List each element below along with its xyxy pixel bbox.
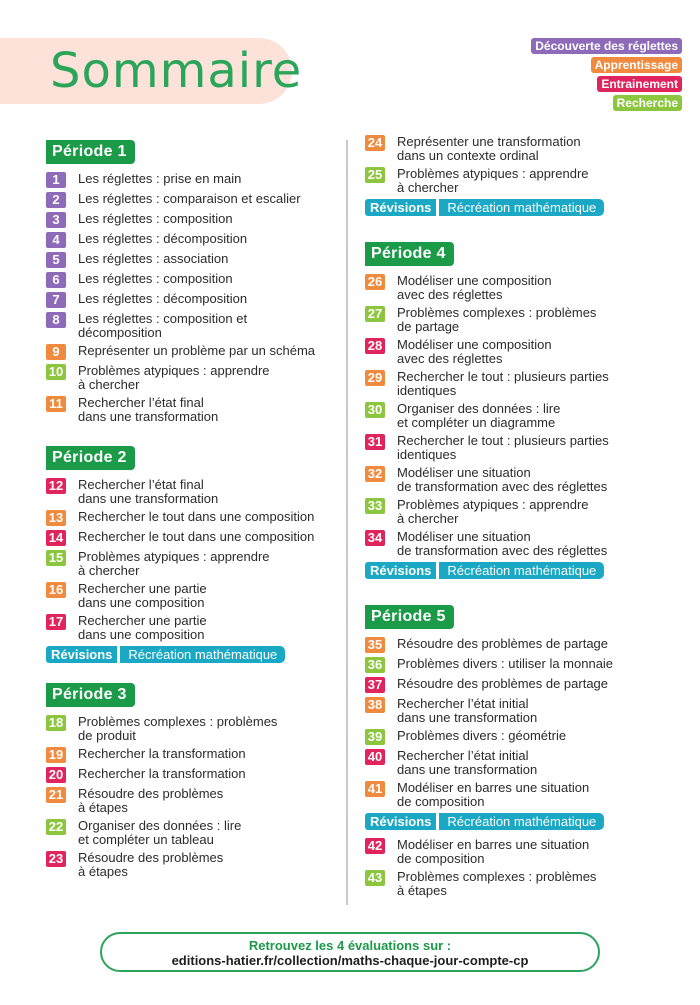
lesson-title: Rechercher l’état final dans une transformation [78,477,219,506]
lesson-title: Rechercher une partie dans une composition [78,613,207,642]
lesson-title: Problèmes divers : géométrie [397,728,567,743]
toc-item[interactable] [365,274,665,302]
toc-item[interactable] [46,272,336,288]
toc-item[interactable] [46,396,336,424]
lesson-title: Résoudre des problèmes à étapes [78,850,224,879]
period-1 [46,140,336,164]
toc-item[interactable] [365,338,665,366]
toc-item[interactable] [46,767,336,783]
lesson-number: 25 [365,167,385,183]
lesson-number: 19 [46,747,66,763]
lesson-number: 41 [365,781,385,797]
toc-item[interactable] [365,167,665,195]
recreation-label[interactable]: Récréation mathématique [120,646,285,663]
lesson-title: Modéliser en barres une situation de composition [397,837,590,866]
lesson-number: 29 [365,370,385,386]
lesson-number: 3 [46,212,66,228]
toc-item[interactable] [46,364,336,392]
lesson-title: Les réglettes : composition et décomposition [78,311,248,340]
toc-item[interactable] [365,729,665,745]
lesson-title: Rechercher la transformation [78,766,246,781]
lesson-number: 36 [365,657,385,673]
period-5 [365,605,665,629]
recreation-label[interactable]: Récréation mathématique [439,813,604,830]
lesson-number: 28 [365,338,385,354]
lesson-title: Rechercher le tout dans une composition [78,509,315,524]
lesson-title: Modéliser une composition avec des réglettes [397,337,552,366]
toc-item[interactable] [46,747,336,763]
lesson-number: 38 [365,697,385,713]
lesson-title: Les réglettes : association [78,251,229,266]
toc-item[interactable] [46,232,336,248]
lesson-number: 7 [46,292,66,308]
period-2-list [46,478,336,642]
lesson-number: 20 [46,767,66,783]
toc-item[interactable] [46,530,336,546]
lesson-title: Les réglettes : décomposition [78,291,248,306]
period-4 [365,242,665,266]
period-4-label: Période 4 [365,242,454,266]
revisions-label[interactable]: Révisions [365,813,436,830]
lesson-title: Problèmes divers : utiliser la monnaie [397,656,614,671]
recreation-label[interactable]: Récréation mathématique [439,562,604,579]
toc-item[interactable] [365,870,665,898]
toc-item[interactable] [46,550,336,578]
lesson-title: Représenter une transformation dans un contexte ordinal [397,134,581,163]
revisions-label[interactable]: Révisions [365,199,436,216]
lesson-title: Les réglettes : prise en main [78,171,242,186]
toc-item[interactable] [365,498,665,526]
lesson-title: Rechercher l’état final dans une transformation [78,395,219,424]
legend-entrainement: Entrainement [597,76,682,92]
lesson-number: 2 [46,192,66,208]
toc-item[interactable] [365,697,665,725]
legend [531,38,682,111]
period-1-list [46,172,336,424]
lesson-number: 6 [46,272,66,288]
toc-item[interactable] [365,657,665,673]
page-title: Sommaire [50,43,303,99]
right-column [365,135,665,902]
toc-item[interactable] [46,478,336,506]
footer-line-1: Retrouvez les 4 évaluations sur : [248,938,452,953]
left-column [46,140,336,883]
toc-item[interactable] [46,510,336,526]
toc-item[interactable] [46,212,336,228]
lesson-number: 14 [46,530,66,546]
lesson-number: 11 [46,396,66,412]
legend-apprentissage: Apprentissage [591,57,682,73]
lesson-number: 35 [365,637,385,653]
period-1-label: Période 1 [46,140,135,164]
lesson-number: 17 [46,614,66,630]
lesson-number: 13 [46,510,66,526]
revisions-label[interactable]: Révisions [46,646,117,663]
lesson-title: Les réglettes : comparaison et escalier [78,191,301,206]
column-divider [346,140,348,905]
toc-item[interactable] [365,402,665,430]
lesson-number: 27 [365,306,385,322]
toc-item[interactable] [365,781,665,809]
legend-recherche: Recherche [613,95,682,111]
footer-box [100,932,600,972]
lesson-number: 30 [365,402,385,418]
lesson-number: 33 [365,498,385,514]
lesson-title: Rechercher la transformation [78,746,246,761]
period-4-list [365,274,665,558]
toc-item[interactable] [46,787,336,815]
lesson-title: Problèmes atypiques : apprendre à chercher [78,363,270,392]
lesson-number: 26 [365,274,385,290]
lesson-title: Problèmes atypiques : apprendre à chercher [78,549,270,578]
period-5-label: Période 5 [365,605,454,629]
toc-item[interactable] [46,582,336,610]
lesson-number: 40 [365,749,385,765]
lesson-number: 12 [46,478,66,494]
period-5-continued-list [365,838,665,898]
lesson-number: 8 [46,312,66,328]
lesson-title: Problèmes complexes : problèmes de produit [78,714,278,743]
lesson-title: Résoudre des problèmes de partage [397,676,609,691]
lesson-number: 15 [46,550,66,566]
period-2 [46,446,336,470]
toc-item[interactable] [365,637,665,653]
lesson-title: Problèmes atypiques : apprendre à chercher [397,497,589,526]
lesson-title: Rechercher l’état initial dans une transformation [397,696,538,725]
lesson-title: Rechercher le tout : plusieurs parties identiques [397,369,609,398]
lesson-title: Organiser des données : lire et compléter un tableau [78,818,242,847]
lesson-title: Rechercher une partie dans une composition [78,581,207,610]
lesson-title: Résoudre des problèmes de partage [397,636,609,651]
toc-item[interactable] [365,306,665,334]
toc-item[interactable] [46,292,336,308]
lesson-title: Rechercher le tout : plusieurs parties identiques [397,433,609,462]
lesson-title: Problèmes complexes : problèmes à étapes [397,869,597,898]
lesson-number: 1 [46,172,66,188]
lesson-title: Modéliser une composition avec des réglettes [397,273,552,302]
lesson-number: 21 [46,787,66,803]
legend-decouverte: Découverte des réglettes [531,38,682,54]
lesson-title: Les réglettes : composition [78,211,233,226]
period-3 [46,683,336,707]
lesson-title: Résoudre des problèmes à étapes [78,786,224,815]
revisions-bar [365,813,665,830]
period-3-list [46,715,336,879]
toc-item[interactable] [365,135,665,163]
revisions-bar [46,646,336,663]
toc-item[interactable] [46,252,336,268]
recreation-label[interactable]: Récréation mathématique [439,199,604,216]
lesson-number: 18 [46,715,66,731]
revisions-bar [365,199,665,216]
footer-url[interactable]: editions-hatier.fr/collection/maths-chaque-jour-compte-cp [171,953,529,968]
toc-item[interactable] [46,344,336,360]
lesson-title: Problèmes complexes : problèmes de partage [397,305,597,334]
period-5-list [365,637,665,809]
toc-item[interactable] [46,192,336,208]
lesson-title: Modéliser une situation de transformation avec des réglettes [397,465,608,494]
lesson-number: 23 [46,851,66,867]
lesson-title: Problèmes atypiques : apprendre à chercher [397,166,589,195]
period-3-label: Période 3 [46,683,135,707]
lesson-title: Représenter un problème par un schéma [78,343,316,358]
toc-item[interactable] [365,434,665,462]
lesson-number: 5 [46,252,66,268]
revisions-bar [365,562,665,579]
period-3-continued-list [365,135,665,195]
lesson-title: Rechercher l’état initial dans une transformation [397,748,538,777]
toc-item[interactable] [365,677,665,693]
toc-item[interactable] [365,749,665,777]
lesson-title: Modéliser en barres une situation de composition [397,780,590,809]
lesson-title: Les réglettes : composition [78,271,233,286]
lesson-number: 37 [365,677,385,693]
toc-item[interactable] [46,614,336,642]
toc-item[interactable] [46,819,336,847]
toc-item[interactable] [365,466,665,494]
lesson-title: Organiser des données : lire et compléter un diagramme [397,401,561,430]
lesson-number: 9 [46,344,66,360]
lesson-number: 31 [365,434,385,450]
lesson-number: 34 [365,530,385,546]
lesson-number: 4 [46,232,66,248]
lesson-number: 10 [46,364,66,380]
toc-item[interactable] [365,838,665,866]
lesson-title: Modéliser une situation de transformation avec des réglettes [397,529,608,558]
lesson-number: 16 [46,582,66,598]
lesson-title: Rechercher le tout dans une composition [78,529,315,544]
toc-item[interactable] [365,530,665,558]
toc-item[interactable] [365,370,665,398]
period-2-label: Période 2 [46,446,135,470]
lesson-number: 32 [365,466,385,482]
toc-item[interactable] [46,715,336,743]
toc-item[interactable] [46,172,336,188]
lesson-number: 24 [365,135,385,151]
lesson-number: 43 [365,870,385,886]
lesson-number: 42 [365,838,385,854]
toc-item[interactable] [46,312,336,340]
toc-item[interactable] [46,851,336,879]
lesson-number: 39 [365,729,385,745]
lesson-title: Les réglettes : décomposition [78,231,248,246]
lesson-number: 22 [46,819,66,835]
revisions-label[interactable]: Révisions [365,562,436,579]
